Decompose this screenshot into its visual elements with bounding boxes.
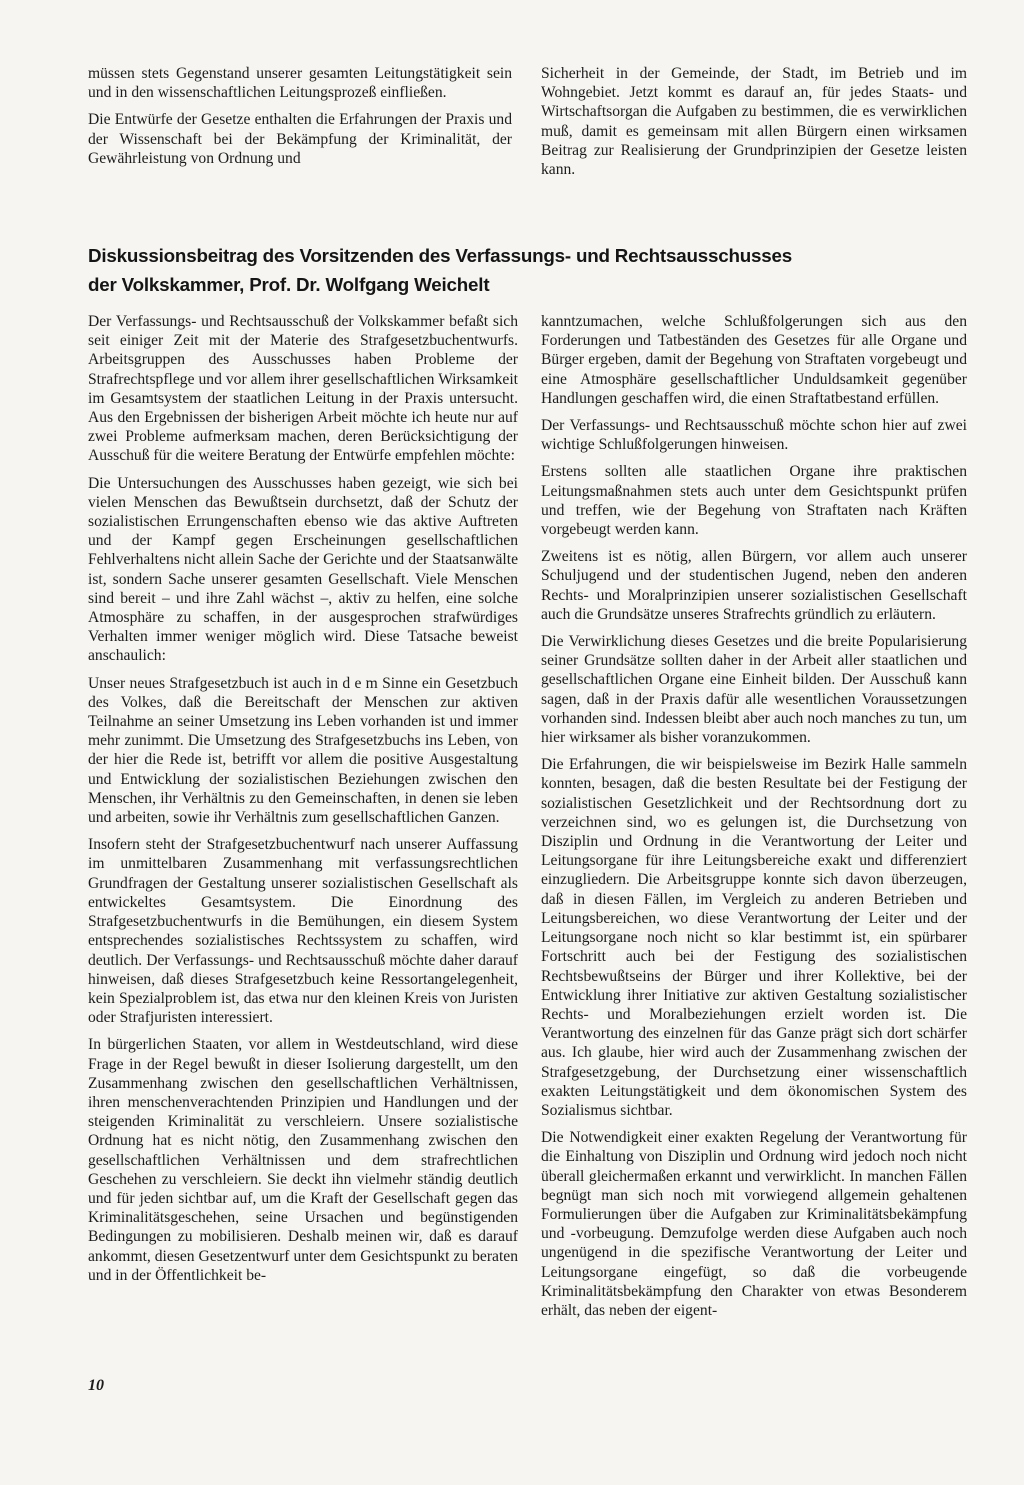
paragraph: Erstens sollten alle staatlichen Organe ihre praktischen Leitungsmaßnahmen stets auch unter dem Gesichtspunkt prüfen und treffen, wie der Begehung von Straftaten nach Kräften vorgebeugt werden kann. [541, 463, 967, 539]
paragraph: Die Untersuchungen des Ausschusses haben gezeigt, wie sich bei vielen Menschen das Bewußtsein durchsetzt, daß der Schutz der sozialistischen Errungenschaften ebenso wie das aktive Auftreten und der Kampf gegen Erscheinungen gesellschaftlichen Fehlverhaltens nicht allein Sache der Gerichte und der Staatsanwälte ist, sondern Sache unserer gesamten Gesellschaft. Viele Menschen sind bereit – und ihre Zahl wächst –, aktiv zu helfen, eine solche Atmosphäre zu schaffen, in der ausgesprochen strafwürdiges Verhalten immer weniger möglich wird. Diese Tatsache beweist anschaulich: [88, 474, 518, 665]
article-left-column [88, 312, 518, 1285]
paragraph: Die Erfahrungen, die wir beispielsweise im Bezirk Halle sammeln konnten, besagen, daß die besten Resultate bei der Festigung der sozialistischen Gesetzlichkeit und der Rechtsordnung dort zu verzeichnen sind, wo es gelungen ist, die Durchsetzung von Disziplin und Ordnung in die Verantwortung der Leiter und Leitungsorgane für ihre Leitungsbereiche exakt und differenziert einzugliedern. Die Arbeitsgruppe konnte sich davon überzeugen, daß in diesen Fällen, im Vergleich zu anderen Betrieben und Leitungsbereichen, wo diese Verantwortung der Leiter und der Leitungsorgane noch nicht so klar bestimmt ist, ein spürbarer Fortschritt auch bei der Festigung des sozialistischen Rechtsbewußtseins der Bürger und ihrer Kollektive, bei der Entwicklung ihrer Initiative zur aktiven Gestaltung sozialistischer Rechts- und Moralbeziehungen erzielt worden ist. Die Verantwortung des einzelnen für das Ganze prägt sich dort schärfer aus. Ich glaube, hier wird auch der Zusammenhang zwischen der Strafgesetzgebung, der Durchsetzung einer wissenschaftlich exakten Leitungstätigkeit und dem ökonomischen System des Sozialismus sichtbar. [541, 756, 967, 1119]
paragraph: Der Verfassungs- und Rechtsausschuß möchte schon hier auf zwei wichtige Schlußfolgerungen hinweisen. [541, 417, 967, 454]
paragraph: Die Notwendigkeit einer exakten Regelung der Verantwortung für die Einhaltung von Disziplin und Ordnung wird jedoch noch nicht überall gleichermaßen erkannt und verwirklicht. In manchen Fällen begnügt man sich noch mit vorwiegend allgemein gehaltenen Formulierungen über die Aufgaben zur Kriminalitätsbekämpfung und -vorbeugung. Demzufolge werden diese Aufgaben auch noch ungenügend in die spezifische Verantwortung der Leiter und Leitungsorgane eingefügt, so daß die vorbeugende Kriminalitätsbekämpfung den Charakter von etwas Besonderem erhält, das neben der eigent- [541, 1129, 967, 1319]
paragraph: Die Entwürfe der Gesetze enthalten die Erfahrungen der Praxis und der Wissenschaft bei der Bekämpfung der Kriminalität, der Gewährleistung von Ordnung und [88, 111, 512, 167]
paragraph: müssen stets Gegenstand unserer gesamten Leitungstätigkeit sein und in den wissenschaftlichen Leitungsprozeß einfließen. [88, 65, 512, 102]
paragraph: Der Verfassungs- und Rechtsausschuß der Volkskammer befaßt sich seit einiger Zeit mit der Materie des Strafgesetzbuchentwurfs. Arbeitsgruppen des Ausschusses haben Probleme der Strafrechtspflege und vor allem ihrer gesellschaftlichen Wirksamkeit im Gesamtsystem der staatlichen Leitung in der Praxis untersucht. Aus den Ergebnissen der bisherigen Arbeit möchte ich heute nur auf zwei Probleme aufmerksam machen, deren Berücksichtigung der Ausschuß für die weitere Beratung der Entwürfe empfehlen möchte: [88, 313, 518, 465]
paragraph: Insofern steht der Strafgesetzbuchentwurf nach unserer Auffassung im unmittelbaren Zusammenhang mit verfassungsrechtlichen Grundfragen der Gestaltung unserer sozialistischen Gesellschaft als entwickeltes Gesamtsystem. Die Einordnung des Strafgesetzbuchentwurfs in die Bemühungen, ein diesem System entsprechendes sozialistisches Rechtssystem zu schaffen, wird deutlich. Der Verfassungs- und Rechtsausschuß möchte daher darauf hinweisen, daß dieses Strafgesetzbuch keine Ressortangelegenheit, kein Spezialproblem ist, das etwa nur den kleinen Kreis von Juristen oder Strafjuristen interessiert. [88, 836, 518, 1027]
article-heading [88, 241, 968, 299]
paragraph: Unser neues Strafgesetzbuch ist auch in d e m Sinne ein Gesetzbuch des Volkes, daß die Bereitschaft der Menschen zur aktiven Teilnahme an seiner Umsetzung ins Leben vorhanden ist und immer mehr zunimmt. Die Umsetzung des Strafgesetzbuchs ins Leben, von der hier die Rede ist, betrifft vor allem die positive Ausgestaltung und Entwicklung der sozialistischen Beziehungen zwischen den Menschen, ihr Verhältnis zu den Gemeinschaften, in denen sie leben und arbeiten, sowie ihr Verhältnis zum gesellschaftlichen Ganzen. [88, 674, 518, 827]
top-left-column [88, 64, 512, 168]
paragraph: Zweitens ist es nötig, allen Bürgern, vor allem auch unserer Schuljugend und der studentischen Jugend, neben den anderen Rechts- und Moralprinzipien unserer sozialistischen Gesellschaft auch die Grundsätze unseres Strafrechts gründlich zu erläutern. [541, 548, 967, 623]
paragraph: Die Verwirklichung dieses Gesetzes und die breite Popularisierung seiner Grundsätze sollten daher in der Arbeit aller staatlichen und gesellschaftlichen Organe eine Einheit bilden. Der Ausschuß kann sagen, daß in der Praxis dafür alle wesentlichen Voraussetzungen vorhanden sind. Indessen bleibt aber auch noch manches zu tun, um hier wirksamer als bisher voranzukommen. [541, 633, 967, 747]
paragraph: Sicherheit in der Gemeinde, der Stadt, im Betrieb und im Wohngebiet. Jetzt kommt es darauf an, für jedes Staats- und Wirtschaftsorgan die Aufgaben zu bestimmen, die es verwirklichen muß, damit es gemeinsam mit allen Bürgern einen wirksamen Beitrag zur Realisierung der Grundprinzipien der Gesetze leisten kann. [541, 65, 967, 179]
article-right-column [541, 312, 967, 1320]
paragraph: kanntzumachen, welche Schlußfolgerungen sich aus den Forderungen und Tatbeständen des Gesetzes für alle Organe und Bürger ergeben, damit der Begehung von Straftaten vorgebeugt und eine Atmosphäre gesellschaftlicher Unduldsamkeit gegenüber Handlungen geschaffen wird, die einen Straftatbestand erfüllen. [541, 313, 967, 407]
paragraph: In bürgerlichen Staaten, vor allem in Westdeutschland, wird diese Frage in der Regel bewußt in dieser Isolierung dargestellt, um den Zusammenhang zwischen den gesellschaftlichen Verhältnissen, ihren menschenverachtenden Prinzipien und Handlungen und der steigenden Kriminalität zu verschleiern. Unsere sozialistische Ordnung hat es nicht nötig, den Zusammenhang zwischen den gesellschaftlichen Verhältnissen und dem strafrechtlichen Geschehen zu verschleiern. Sie deckt ihn vielmehr ständig deutlich und für jeden sichtbar auf, um die Kraft der Gesellschaft gegen das Kriminalitätsgeschehen, seine Ursachen und begünstigenden Bedingungen zu mobilisieren. Deshalb meinen wir, daß es darauf ankommt, diesen Gesetzentwurf unter dem Gesichtspunkt zu beraten und in der Öffentlichkeit be- [88, 1036, 518, 1284]
heading-line-2: der Volkskammer, Prof. Dr. Wolfgang Weichelt [88, 274, 490, 295]
top-right-column [541, 64, 967, 179]
heading-line-1: Diskussionsbeitrag des Vorsitzenden des Verfassungs- und Rechtsausschusses [88, 245, 792, 266]
page-number: 10 [88, 1377, 104, 1394]
